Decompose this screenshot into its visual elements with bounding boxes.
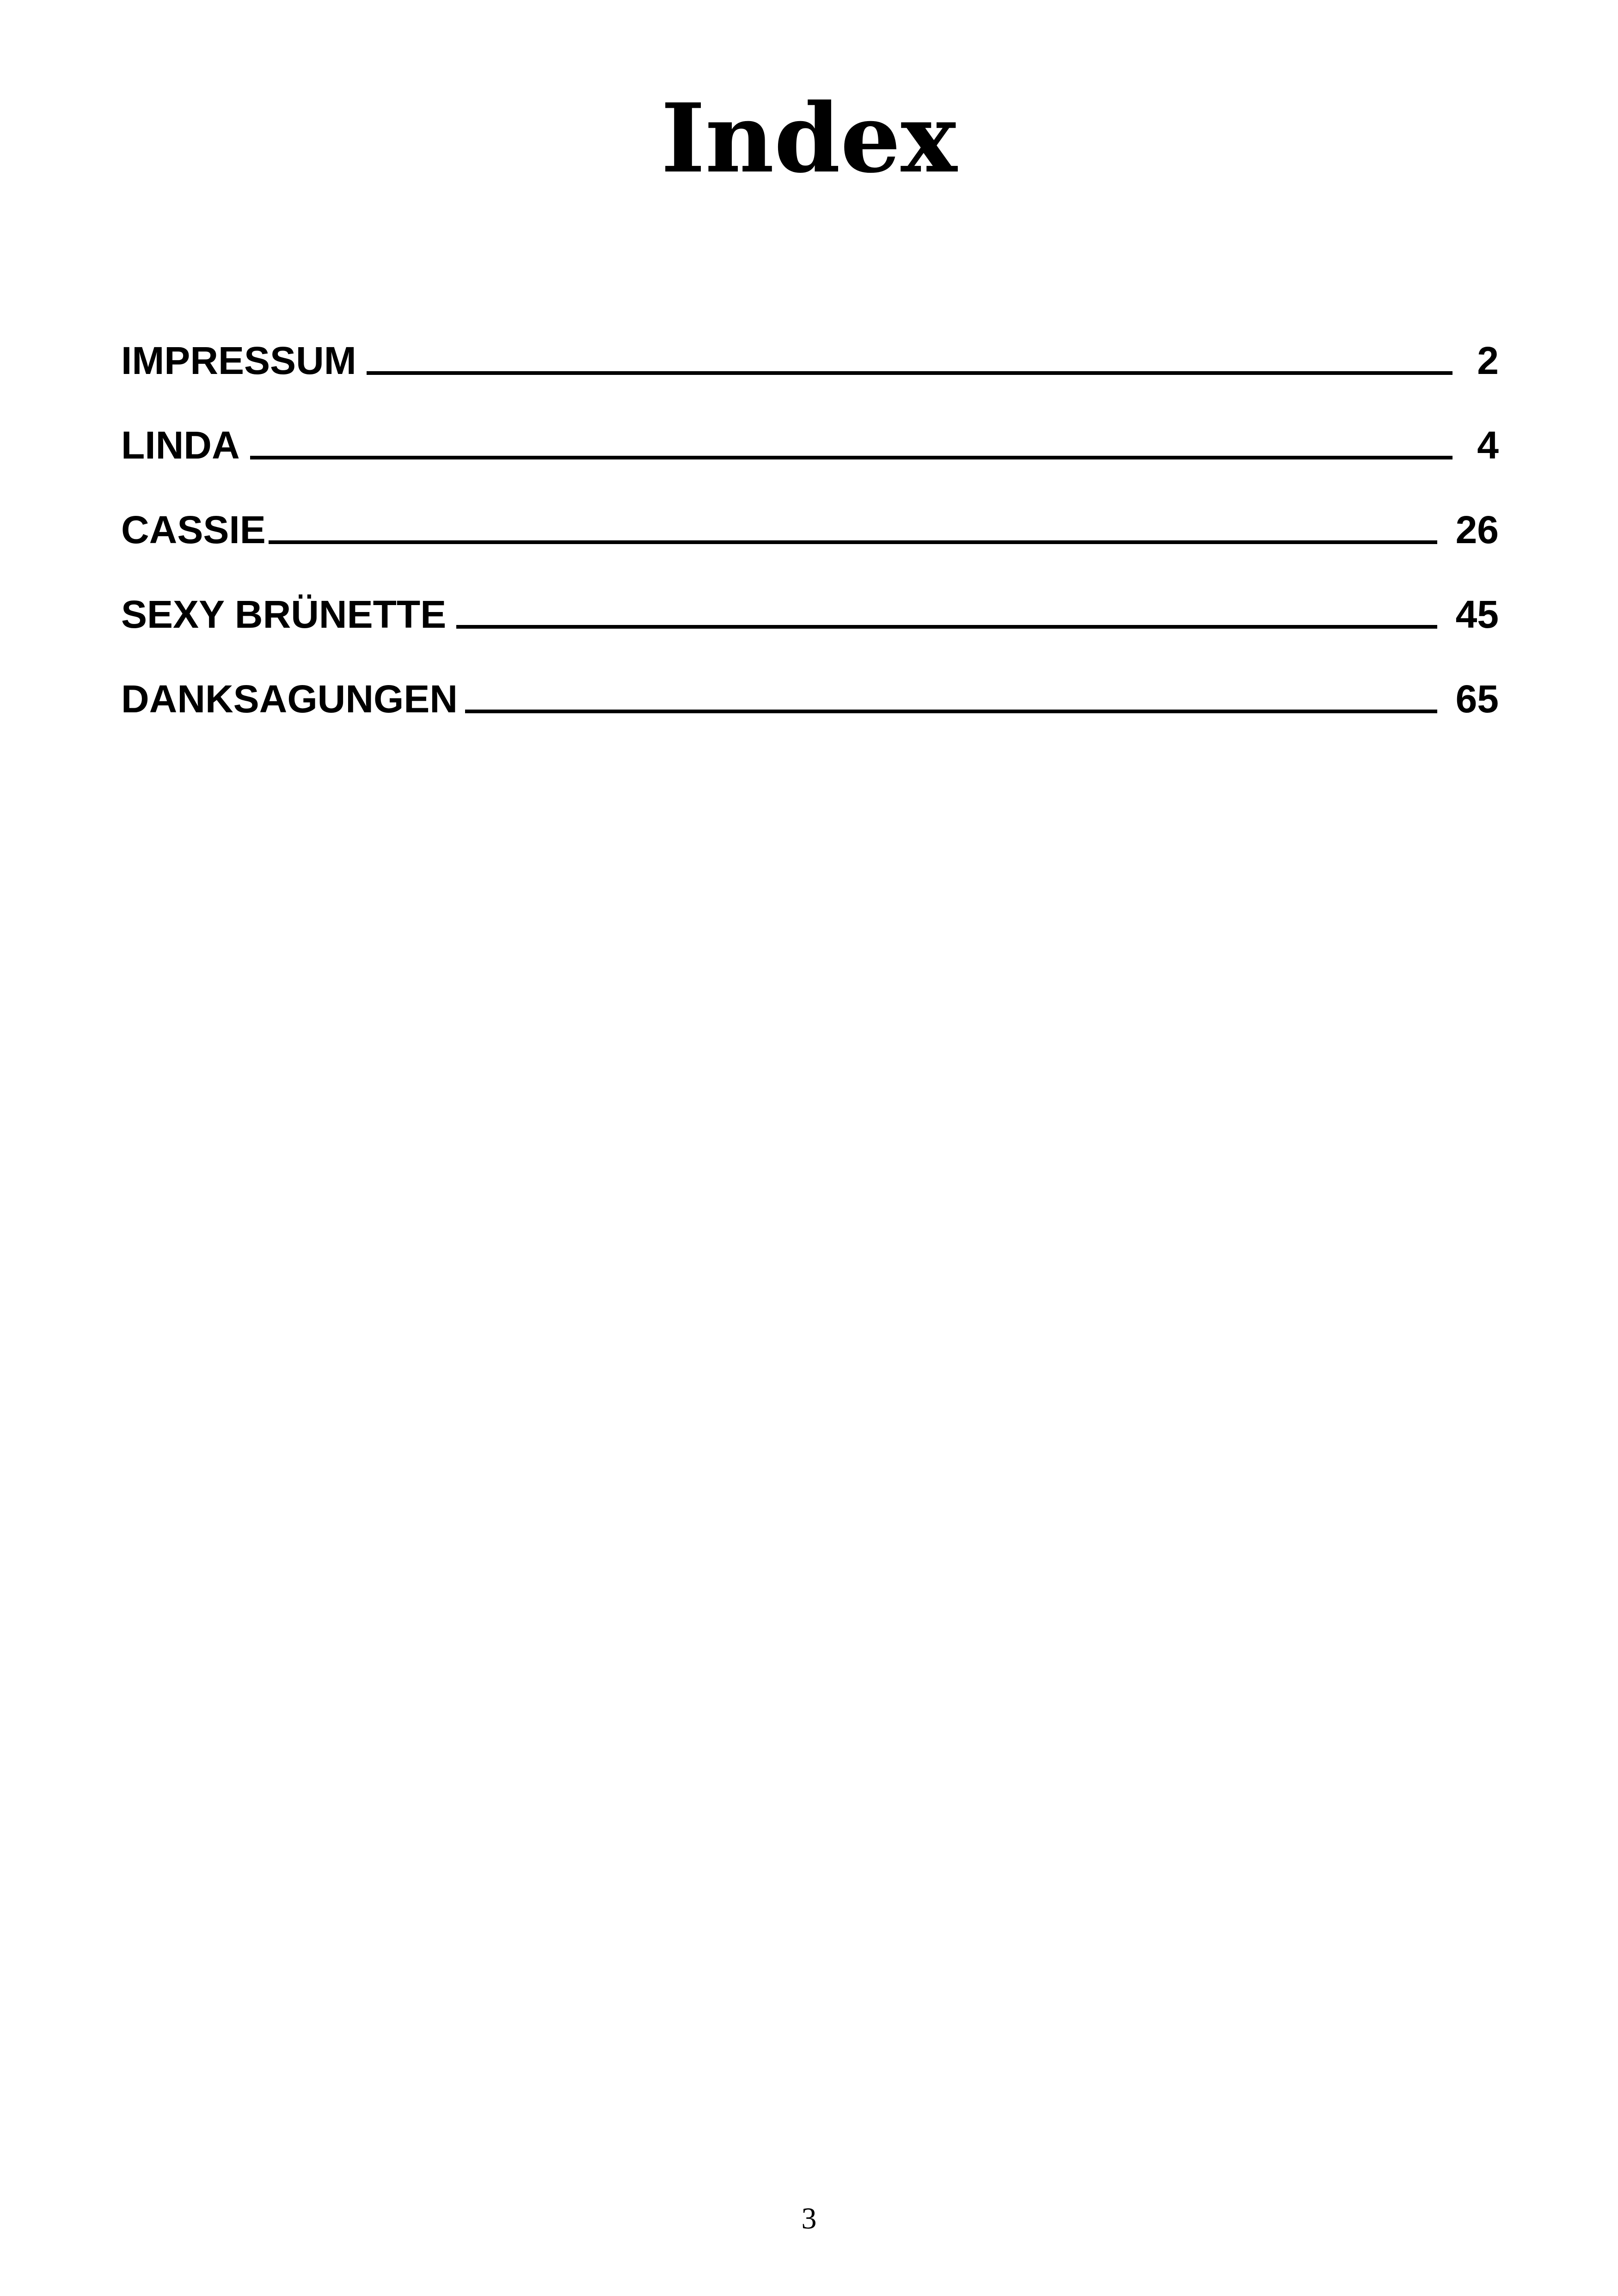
toc-leader-line [250,456,1453,459]
table-of-contents [121,331,1499,753]
page-title: Index [661,83,957,194]
toc-entry-label: LINDA [121,423,240,467]
toc-leader-line [456,625,1437,629]
toc-entry-page: 26 [1455,508,1499,551]
toc-entry-page: 2 [1477,339,1499,382]
toc-entry-label: IMPRESSUM [121,339,356,382]
toc-entry-label: CASSIE [121,508,266,551]
toc-entry-danksagungen[interactable] [121,669,1499,753]
toc-leader-line [465,710,1437,713]
page-number: 3 [801,2202,817,2235]
toc-entry-linda[interactable] [121,415,1499,500]
toc-entry-page: 45 [1455,593,1499,636]
toc-entry-sexy-brunette[interactable] [121,584,1499,669]
toc-entry-label: SEXY BRÜNETTE [121,593,447,636]
toc-leader-line [367,371,1453,375]
toc-entry-label: DANKSAGUNGEN [121,677,458,721]
toc-entry-page: 65 [1455,677,1499,721]
toc-entry-page: 4 [1477,423,1499,467]
toc-entry-impressum[interactable] [121,331,1499,415]
toc-leader-line [269,540,1437,544]
toc-entry-cassie[interactable] [121,500,1499,584]
